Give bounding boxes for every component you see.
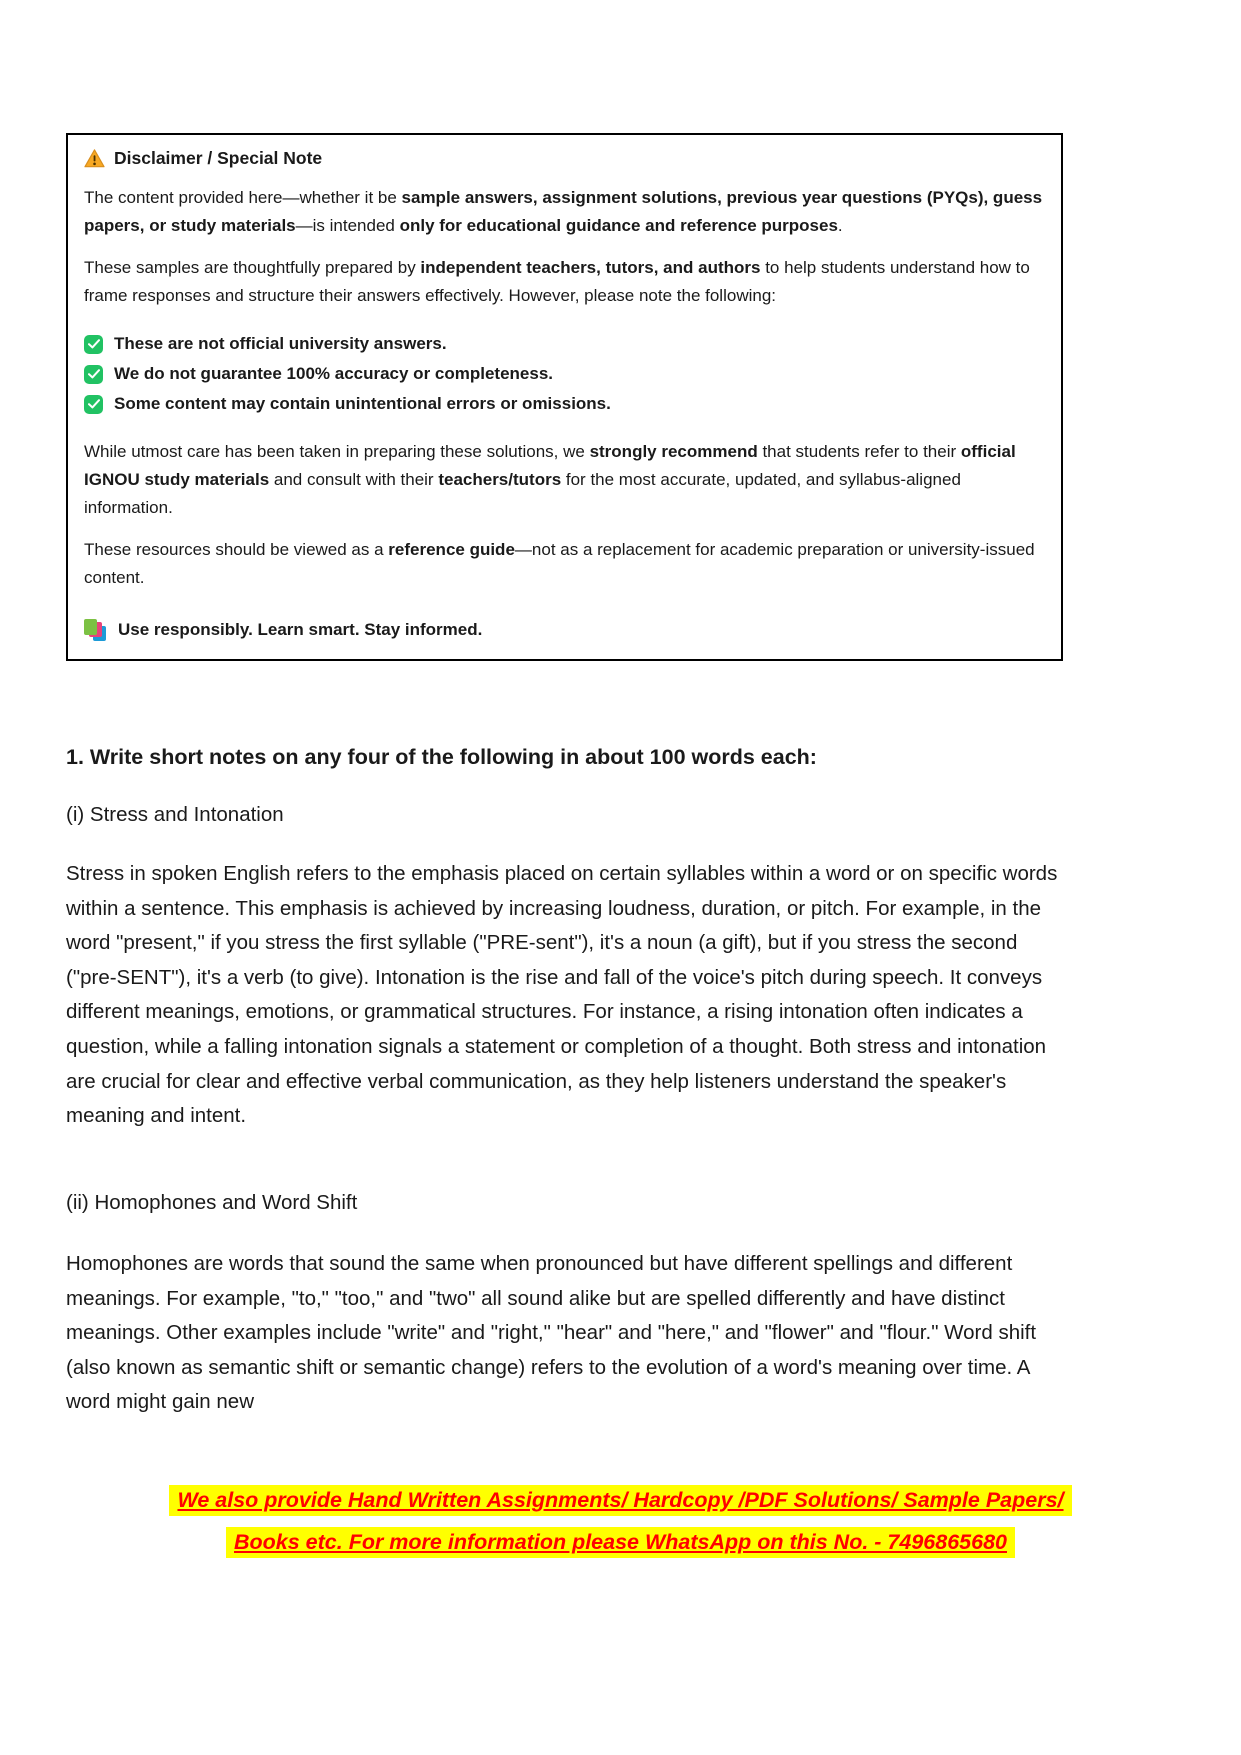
- warning-icon: [84, 149, 105, 168]
- disclaimer-paragraph-2: These samples are thoughtfully prepared by independent teachers, tutors, and authors to help students understand how to frame responses and structure their answers effectively. However, please note the following:: [84, 258, 1030, 305]
- checklist-item: [84, 329, 1043, 359]
- promo-banner-line: [0, 1482, 1241, 1521]
- checklist-item: [84, 389, 1043, 419]
- disclaimer-footer: [84, 619, 1043, 641]
- checklist-item-label: These are not official university answers.: [114, 334, 447, 353]
- disclaimer-title-row: [84, 148, 1043, 169]
- check-icon: [84, 395, 103, 414]
- books-icon: [84, 619, 107, 641]
- promo-banner: [0, 1482, 1241, 1566]
- question-heading: 1. Write short notes on any four of the following in about 100 words each:: [66, 745, 817, 769]
- disclaimer-box: [66, 133, 1063, 661]
- disclaimer-paragraph-4: These resources should be viewed as a reference guide—not as a replacement for academic preparation or university-issued content.: [84, 540, 1035, 587]
- disclaimer-paragraph-1: The content provided here—whether it be sample answers, assignment solutions, previous year questions (PYQs), guess papers, or study materials—is intended only for educational guidance and reference purposes.: [84, 188, 1043, 235]
- checklist-item: [84, 359, 1043, 389]
- disclaimer-title: Disclaimer / Special Note: [114, 148, 323, 168]
- promo-banner-line: [0, 1524, 1241, 1563]
- section-heading-ii: (ii) Homophones and Word Shift: [66, 1191, 358, 1214]
- checklist-item-label: We do not guarantee 100% accuracy or completeness.: [114, 364, 554, 383]
- disclaimer-footer-text: Use responsibly. Learn smart. Stay informed.: [118, 620, 483, 639]
- promo-banner-line-text: Books etc. For more information please WhatsApp on this No. - 7496865680: [226, 1527, 1015, 1558]
- promo-banner-line-text: We also provide Hand Written Assignments/ Hardcopy /PDF Solutions/ Sample Papers/: [169, 1485, 1071, 1516]
- section-heading-i: (i) Stress and Intonation: [66, 803, 284, 826]
- check-icon: [84, 335, 103, 354]
- disclaimer-paragraph-3: While utmost care has been taken in preparing these solutions, we strongly recommend that students refer to their official IGNOU study materials and consult with their teachers/tutors for the most accurate, updated, and syllabus-aligned information.: [84, 442, 1016, 517]
- checklist-item-label: Some content may contain unintentional errors or omissions.: [114, 394, 611, 413]
- check-icon: [84, 365, 103, 384]
- section-body-ii: Homophones are words that sound the same when pronounced but have different spellings and different meanings. For example, "to," "too," and "two" all sound alike but are spelled differently and have distinct meanings. Other examples include "write" and "right," "hear" and "here," and "flower" and "flour." Word shift (also known as semantic shift or semantic change) refers to the evolution of a word's meaning over time. A word might gain new: [66, 1252, 1037, 1414]
- section-body-i: Stress in spoken English refers to the emphasis placed on certain syllables within a word or on specific words within a sentence. This emphasis is achieved by increasing loudness, duration, or pitch. For example, in the word "present," if you stress the first syllable ("PRE-sent"), it's a noun (a gift), but if you stress the second ("pre-SENT"), it's a verb (to give). Intonation is the rise and fall of the voice's pitch during speech. It conveys different meanings, emotions, or grammatical structures. For instance, a rising intonation often indicates a question, while a falling intonation signals a statement or completion of a thought. Both stress and intonation are crucial for clear and effective verbal communication, as they help listeners understand the speaker's meaning and intent.: [66, 862, 1058, 1128]
- disclaimer-checklist: [84, 329, 1043, 419]
